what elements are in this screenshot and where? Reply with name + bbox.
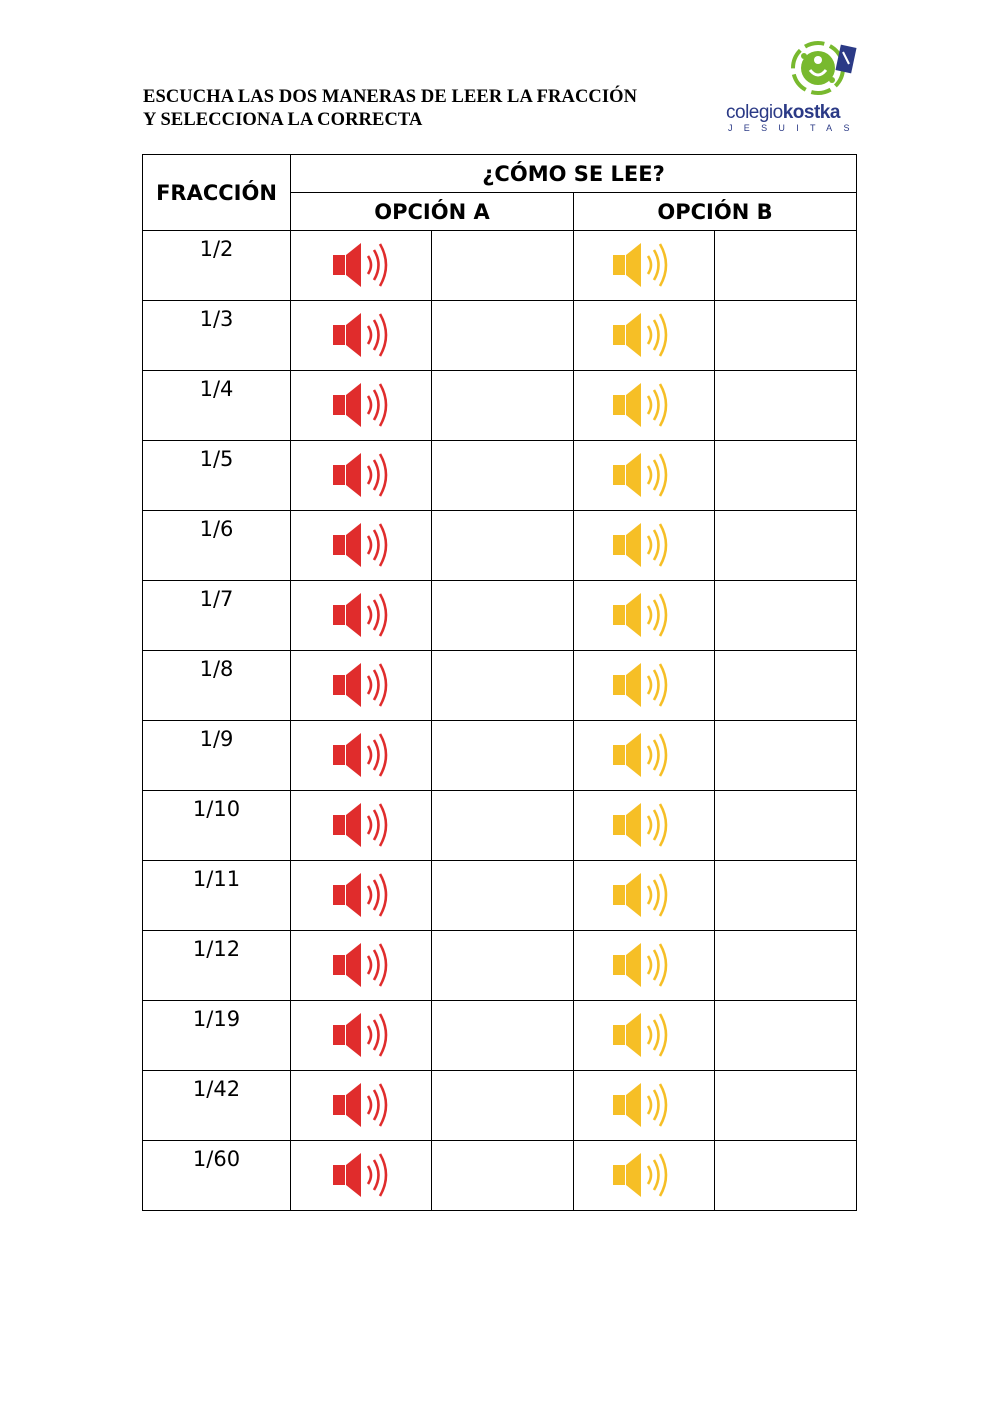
fraction-cell: 1/11 — [143, 861, 291, 931]
option-b-select-cell[interactable] — [715, 301, 857, 371]
option-a-select-cell[interactable] — [432, 721, 574, 791]
option-a-audio-button[interactable] — [291, 301, 432, 371]
speaker-icon[interactable] — [291, 239, 431, 291]
logo-text-bold: kostka — [782, 102, 840, 123]
table-row — [143, 511, 857, 581]
option-a-select-cell[interactable] — [432, 1071, 574, 1141]
speaker-icon[interactable] — [291, 519, 431, 571]
option-b-select-cell[interactable] — [715, 931, 857, 1001]
speaker-icon[interactable] — [291, 379, 431, 431]
option-a-audio-button[interactable] — [291, 371, 432, 441]
speaker-icon[interactable] — [574, 589, 714, 641]
option-b-audio-button[interactable] — [574, 1071, 715, 1141]
fraction-cell: 1/9 — [143, 721, 291, 791]
table-row — [143, 1001, 857, 1071]
speaker-icon[interactable] — [291, 869, 431, 921]
speaker-icon[interactable] — [574, 449, 714, 501]
speaker-icon[interactable] — [291, 659, 431, 711]
option-a-audio-button[interactable] — [291, 441, 432, 511]
option-a-select-cell[interactable] — [432, 581, 574, 651]
speaker-icon[interactable] — [574, 869, 714, 921]
speaker-icon[interactable] — [291, 309, 431, 361]
speaker-icon[interactable] — [574, 659, 714, 711]
table-row — [143, 301, 857, 371]
logo-wordmark — [726, 102, 860, 124]
option-a-select-cell[interactable] — [432, 931, 574, 1001]
fractions-table — [142, 154, 857, 1211]
header-option-a: OPCIÓN A — [291, 193, 574, 231]
instructions-line-1: ESCUCHA LAS DOS MANERAS DE LEER LA FRACCIÓN — [143, 87, 638, 107]
option-a-select-cell[interactable] — [432, 1141, 574, 1211]
option-a-select-cell[interactable] — [432, 511, 574, 581]
option-b-select-cell[interactable] — [715, 791, 857, 861]
option-a-audio-button[interactable] — [291, 1071, 432, 1141]
option-b-audio-button[interactable] — [574, 511, 715, 581]
option-b-audio-button[interactable] — [574, 651, 715, 721]
speaker-icon[interactable] — [574, 1079, 714, 1131]
option-a-select-cell[interactable] — [432, 301, 574, 371]
option-a-audio-button[interactable] — [291, 1001, 432, 1071]
option-a-audio-button[interactable] — [291, 1141, 432, 1211]
option-a-select-cell[interactable] — [432, 231, 574, 301]
option-a-audio-button[interactable] — [291, 581, 432, 651]
option-a-audio-button[interactable] — [291, 861, 432, 931]
option-a-audio-button[interactable] — [291, 511, 432, 581]
option-b-select-cell[interactable] — [715, 1001, 857, 1071]
option-b-audio-button[interactable] — [574, 441, 715, 511]
option-b-select-cell[interactable] — [715, 1141, 857, 1211]
speaker-icon[interactable] — [291, 1079, 431, 1131]
option-b-audio-button[interactable] — [574, 1141, 715, 1211]
instructions — [143, 86, 703, 132]
fraction-cell: 1/5 — [143, 441, 291, 511]
fraction-cell: 1/19 — [143, 1001, 291, 1071]
fraction-cell: 1/42 — [143, 1071, 291, 1141]
option-b-select-cell[interactable] — [715, 1071, 857, 1141]
option-a-select-cell[interactable] — [432, 371, 574, 441]
option-b-select-cell[interactable] — [715, 441, 857, 511]
option-b-select-cell[interactable] — [715, 511, 857, 581]
speaker-icon[interactable] — [574, 239, 714, 291]
fraction-cell: 1/10 — [143, 791, 291, 861]
header-fraction: FRACCIÓN — [143, 155, 291, 231]
option-a-select-cell[interactable] — [432, 441, 574, 511]
speaker-icon[interactable] — [291, 1009, 431, 1061]
speaker-icon[interactable] — [291, 1149, 431, 1201]
option-b-audio-button[interactable] — [574, 931, 715, 1001]
speaker-icon[interactable] — [291, 799, 431, 851]
option-b-select-cell[interactable] — [715, 861, 857, 931]
option-a-audio-button[interactable] — [291, 651, 432, 721]
option-b-audio-button[interactable] — [574, 231, 715, 301]
logo-text-light: colegio — [726, 102, 783, 123]
speaker-icon[interactable] — [574, 519, 714, 571]
school-logo — [722, 40, 862, 135]
table-row — [143, 791, 857, 861]
option-b-select-cell[interactable] — [715, 231, 857, 301]
option-b-audio-button[interactable] — [574, 791, 715, 861]
option-b-audio-button[interactable] — [574, 371, 715, 441]
logo-subtext: JESUITAS — [728, 123, 861, 133]
option-a-select-cell[interactable] — [432, 791, 574, 861]
speaker-icon[interactable] — [291, 449, 431, 501]
table-row — [143, 371, 857, 441]
option-b-select-cell[interactable] — [715, 581, 857, 651]
speaker-icon[interactable] — [291, 729, 431, 781]
fraction-cell: 1/12 — [143, 931, 291, 1001]
fraction-cell: 1/3 — [143, 301, 291, 371]
speaker-icon[interactable] — [574, 729, 714, 781]
option-a-select-cell[interactable] — [432, 651, 574, 721]
speaker-icon[interactable] — [291, 939, 431, 991]
table-row — [143, 231, 857, 301]
table-row — [143, 1071, 857, 1141]
fraction-cell: 1/7 — [143, 581, 291, 651]
table-row — [143, 581, 857, 651]
option-b-select-cell[interactable] — [715, 721, 857, 791]
header-question: ¿CÓMO SE LEE? — [291, 155, 857, 193]
fraction-cell: 1/2 — [143, 231, 291, 301]
option-b-audio-button[interactable] — [574, 861, 715, 931]
speaker-icon[interactable] — [574, 379, 714, 431]
speaker-icon[interactable] — [574, 1149, 714, 1201]
table-row — [143, 651, 857, 721]
speaker-icon[interactable] — [574, 1009, 714, 1061]
option-a-audio-button[interactable] — [291, 721, 432, 791]
option-b-audio-button[interactable] — [574, 721, 715, 791]
header-option-b: OPCIÓN B — [574, 193, 857, 231]
table-row — [143, 931, 857, 1001]
instructions-line-2: Y SELECCIONA LA CORRECTA — [143, 110, 423, 130]
option-a-select-cell[interactable] — [432, 861, 574, 931]
table-row — [143, 721, 857, 791]
table-row — [143, 861, 857, 931]
option-b-select-cell[interactable] — [715, 651, 857, 721]
option-b-audio-button[interactable] — [574, 581, 715, 651]
option-b-select-cell[interactable] — [715, 371, 857, 441]
speaker-icon[interactable] — [574, 939, 714, 991]
option-a-select-cell[interactable] — [432, 1001, 574, 1071]
option-a-audio-button[interactable] — [291, 231, 432, 301]
fraction-cell: 1/8 — [143, 651, 291, 721]
speaker-icon[interactable] — [574, 799, 714, 851]
option-a-audio-button[interactable] — [291, 931, 432, 1001]
fraction-cell: 1/4 — [143, 371, 291, 441]
speaker-icon[interactable] — [291, 589, 431, 641]
speaker-icon[interactable] — [574, 309, 714, 361]
logo-emblem-icon — [790, 40, 860, 96]
option-a-audio-button[interactable] — [291, 791, 432, 861]
table-row — [143, 441, 857, 511]
table-row — [143, 1141, 857, 1211]
option-b-audio-button[interactable] — [574, 301, 715, 371]
option-b-audio-button[interactable] — [574, 1001, 715, 1071]
fraction-cell: 1/60 — [143, 1141, 291, 1211]
fraction-cell: 1/6 — [143, 511, 291, 581]
